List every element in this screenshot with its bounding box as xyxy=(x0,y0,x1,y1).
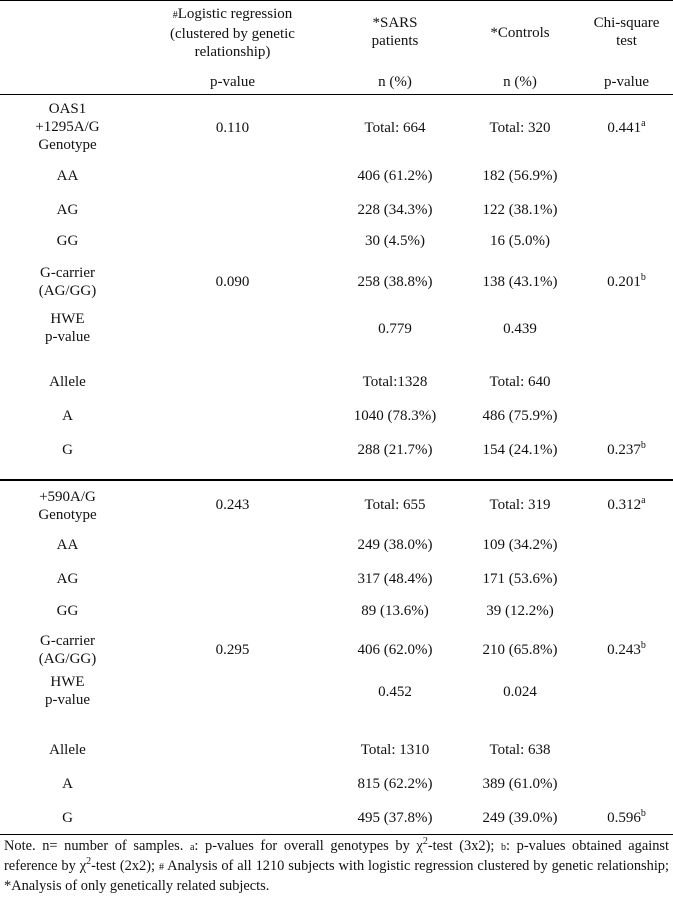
col-sars-unit: n (%) xyxy=(378,74,412,90)
row-label-genotype-2: +590A/G Genotype xyxy=(38,489,97,523)
aa-sars: 406 (61.2%) xyxy=(357,168,433,184)
row-label-g-carrier: G-carrier (AG/GG) xyxy=(38,265,97,299)
col-sars-header: *SARS patients xyxy=(371,15,419,49)
genotype-chisq-pvalue: 0.441$^a$ xyxy=(607,118,646,136)
col-logistic-header: #Logistic regression (clustered by genetic relationship) xyxy=(170,6,295,60)
carrier-sars: 258 (38.8%) xyxy=(357,274,433,290)
row-label-hwe-2: HWE p-value xyxy=(45,674,90,708)
row-label-ag: AG xyxy=(56,202,79,218)
row-label-gg: GG xyxy=(56,233,79,249)
ag-sars: 228 (34.3%) xyxy=(357,202,433,218)
gg-sars: 30 (4.5%) xyxy=(365,233,425,249)
row-label-g-carrier-2: G-carrier (AG/GG) xyxy=(38,633,97,667)
carrier-controls-2: 210 (65.8%) xyxy=(482,642,558,658)
allele-sars-total-2: Total: 1310 xyxy=(360,742,430,758)
col-chisq-header: Chi-square test xyxy=(593,15,660,49)
allele-g-controls: 154 (24.1%) xyxy=(482,442,558,458)
carrier-lr-pvalue: 0.090 xyxy=(215,274,250,290)
carrier-chisq-pvalue: 0.201$^b$ xyxy=(607,272,646,290)
allele-a-controls: 486 (75.9%) xyxy=(482,408,558,424)
hwe-controls: 0.439 xyxy=(503,321,537,337)
carrier-controls: 138 (43.1%) xyxy=(482,274,558,290)
carrier-lr-pvalue-2: 0.295 xyxy=(215,642,250,658)
allele-g-controls-2: 249 (39.0%) xyxy=(482,810,558,826)
genotype-lr-pvalue-2: 0.243 xyxy=(215,497,250,513)
row-label-aa-2: AA xyxy=(56,537,79,553)
allele-g-chisq-pvalue-2: 0.596$^b$ xyxy=(607,808,646,826)
row-label-genotype: OAS1 +1295A/G Genotype xyxy=(35,101,100,153)
genotype-chisq-pvalue-2: 0.312$^a$ xyxy=(607,495,646,513)
gg-controls: 16 (5.0%) xyxy=(490,233,550,249)
top-rule xyxy=(0,0,673,1)
genotype-lr-pvalue: 0.110 xyxy=(215,120,250,136)
hwe-sars: 0.779 xyxy=(378,321,412,337)
aa-sars-2: 249 (38.0%) xyxy=(357,537,433,553)
table-footnote: Note. n= number of samples. a: p-values for overall genotypes by $\chi^2$-test (3x2); b: p-values obtained against reference by $\chi^2$-test (2x2); # Analysis of all 1210 subjects with logistic regression clustered by genetic relationship; *Analysis of only genetically related subjects. xyxy=(4,836,670,894)
ag-controls: 122 (38.1%) xyxy=(482,202,558,218)
gg-controls-2: 39 (12.2%) xyxy=(486,603,554,619)
aa-controls: 182 (56.9%) xyxy=(482,168,558,184)
row-label-ag-2: AG xyxy=(56,571,79,587)
carrier-chisq-pvalue-2: 0.243$^b$ xyxy=(607,640,646,658)
ag-controls-2: 171 (53.6%) xyxy=(482,571,558,587)
row-label-allele-a: A xyxy=(62,408,73,424)
header-rule xyxy=(0,94,673,95)
bottom-rule xyxy=(0,834,673,835)
col-chisq-unit: p-value xyxy=(604,74,649,90)
row-label-hwe: HWE p-value xyxy=(45,311,90,345)
col-controls-unit: n (%) xyxy=(503,74,537,90)
genotype-controls-total: Total: 320 xyxy=(489,120,551,136)
allele-g-chisq-pvalue: 0.237$^b$ xyxy=(607,440,646,458)
genotype-sars-total-2: Total: 655 xyxy=(364,497,426,513)
aa-controls-2: 109 (34.2%) xyxy=(482,537,558,553)
genotype-sars-total: Total: 664 xyxy=(364,120,426,136)
allele-sars-total: Total:1328 xyxy=(362,374,428,390)
row-label-gg-2: GG xyxy=(56,603,79,619)
allele-controls-total: Total: 640 xyxy=(489,374,551,390)
genotype-controls-total-2: Total: 319 xyxy=(489,497,551,513)
allele-controls-total-2: Total: 638 xyxy=(489,742,551,758)
row-label-allele-g-2: G xyxy=(62,810,73,826)
allele-a-controls-2: 389 (61.0%) xyxy=(482,776,558,792)
row-label-allele: Allele xyxy=(49,374,86,390)
allele-a-sars: 1040 (78.3%) xyxy=(353,408,437,424)
row-label-allele-g: G xyxy=(62,442,73,458)
col-logistic-unit: p-value xyxy=(210,74,255,90)
carrier-sars-2: 406 (62.0%) xyxy=(357,642,433,658)
allele-g-sars: 288 (21.7%) xyxy=(357,442,433,458)
hwe-sars-2: 0.452 xyxy=(378,684,412,700)
row-label-allele-2: Allele xyxy=(49,742,86,758)
ag-sars-2: 317 (48.4%) xyxy=(357,571,433,587)
col-controls-header: *Controls xyxy=(490,25,550,41)
row-label-aa: AA xyxy=(56,168,79,184)
row-label-allele-a-2: A xyxy=(62,776,73,792)
section-rule xyxy=(0,479,673,481)
allele-g-sars-2: 495 (37.8%) xyxy=(357,810,433,826)
gg-sars-2: 89 (13.6%) xyxy=(361,603,429,619)
allele-a-sars-2: 815 (62.2%) xyxy=(357,776,433,792)
hwe-controls-2: 0.024 xyxy=(503,684,537,700)
